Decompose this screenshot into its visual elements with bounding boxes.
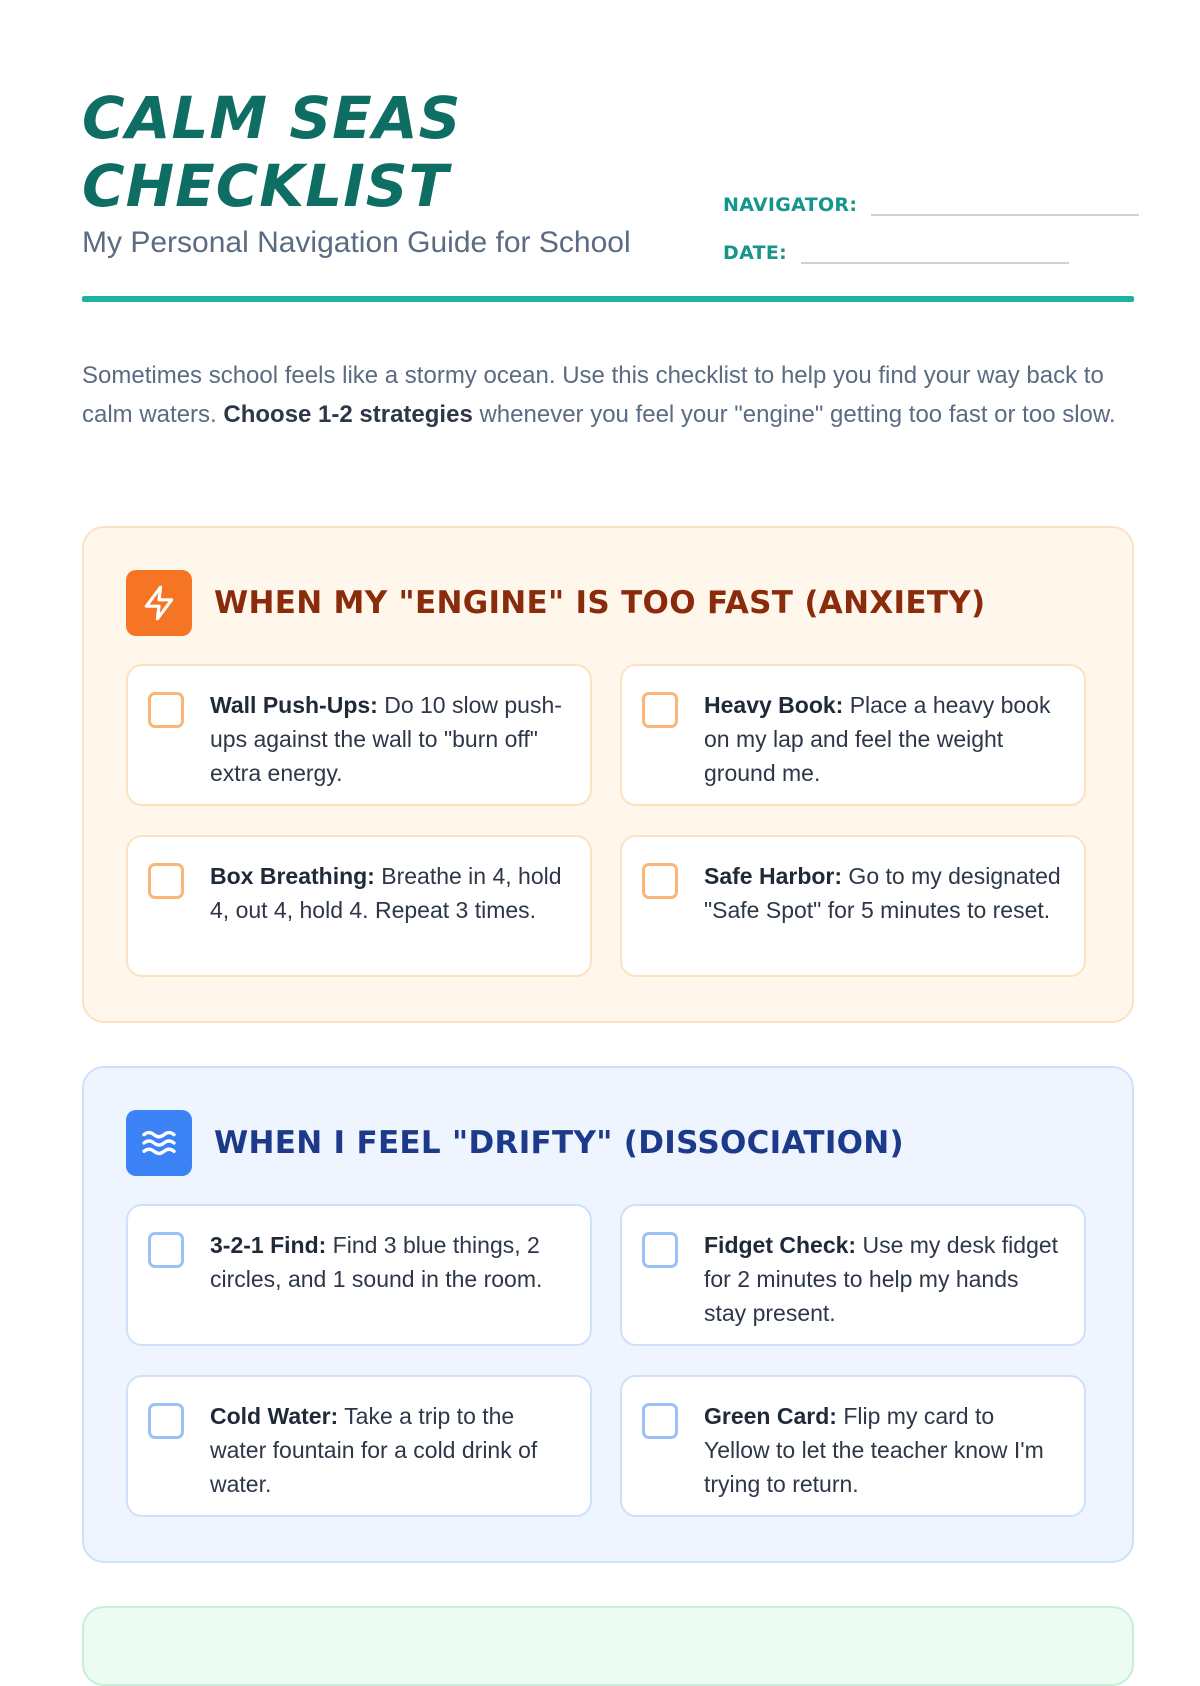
strategy-card[interactable] xyxy=(620,1204,1086,1346)
section-next-partial xyxy=(82,1606,1134,1686)
date-label: DATE: xyxy=(723,242,788,264)
strategy-card[interactable] xyxy=(620,1375,1086,1517)
strategy-text: Use my desk fidget for 2 minutes to help my hands stay present. xyxy=(704,1232,1059,1326)
strategy-name: Wall Push-Ups: xyxy=(210,692,378,718)
strategy-name: Safe Harbor: xyxy=(704,863,843,889)
intro-text-1: Sometimes school feels like a stormy ocean. Use this checklist to help you find your way back to calm waters. xyxy=(82,362,1104,428)
navigator-line[interactable] xyxy=(871,190,1139,216)
page-title: CALM SEAS CHECKLIST xyxy=(82,84,462,220)
checkbox[interactable] xyxy=(148,863,184,899)
strategy-text: Flip my card to Yellow to let the teacher know I'm trying to return. xyxy=(704,1403,1044,1497)
checkbox[interactable] xyxy=(642,863,678,899)
strategy-card[interactable] xyxy=(126,664,592,806)
waves-icon xyxy=(126,1110,192,1176)
strategy-text: Place a heavy book on my lap and feel the weight ground me. xyxy=(704,692,1051,786)
header-divider xyxy=(82,296,1134,302)
strategy-name: Heavy Book: xyxy=(704,692,844,718)
strategy-name: Green Card: xyxy=(704,1403,837,1429)
date-line[interactable] xyxy=(801,238,1069,264)
strategy-card[interactable] xyxy=(620,664,1086,806)
date-field xyxy=(723,238,1069,264)
navigator-label: NAVIGATOR: xyxy=(723,194,858,216)
strategy-name: Cold Water: xyxy=(210,1403,339,1429)
strategy-card[interactable] xyxy=(126,835,592,977)
checkbox[interactable] xyxy=(148,1403,184,1439)
checkbox[interactable] xyxy=(642,1232,678,1268)
lightning-icon xyxy=(126,570,192,636)
checkbox[interactable] xyxy=(642,1403,678,1439)
page-header xyxy=(82,0,1134,305)
section-title: WHEN I FEEL "DRIFTY" (DISSOCIATION) xyxy=(214,1125,905,1161)
section-too-fast xyxy=(82,526,1134,1023)
strategy-card[interactable] xyxy=(126,1204,592,1346)
strategy-card[interactable] xyxy=(620,835,1086,977)
section-header xyxy=(126,570,986,636)
strategy-text: Find 3 blue things, 2 circles, and 1 sound in the room. xyxy=(210,1232,543,1292)
intro-text-2: whenever you feel your "engine" getting too fast or too slow. xyxy=(472,401,1116,428)
strategy-name: 3-2-1 Find: xyxy=(210,1232,327,1258)
section-header xyxy=(126,1110,904,1176)
section-title: WHEN MY "ENGINE" IS TOO FAST (ANXIETY) xyxy=(214,585,986,621)
checkbox[interactable] xyxy=(148,1232,184,1268)
checkbox[interactable] xyxy=(642,692,678,728)
intro-paragraph xyxy=(82,356,1134,434)
strategy-text: Take a trip to the water fountain for a cold drink of water. xyxy=(210,1403,538,1497)
intro-emphasis: Choose 1-2 strategies xyxy=(223,401,473,428)
strategy-text: Go to my designated "Safe Spot" for 5 minutes to reset. xyxy=(704,863,1061,923)
strategy-card[interactable] xyxy=(126,1375,592,1517)
strategy-name: Box Breathing: xyxy=(210,863,375,889)
strategy-text: Do 10 slow push-ups against the wall to "burn off" extra energy. xyxy=(210,692,562,786)
page-subtitle: My Personal Navigation Guide for School xyxy=(82,226,631,259)
checkbox[interactable] xyxy=(148,692,184,728)
strategy-name: Fidget Check: xyxy=(704,1232,857,1258)
strategy-text: Breathe in 4, hold 4, out 4, hold 4. Repeat 3 times. xyxy=(210,863,562,923)
navigator-field xyxy=(723,190,1139,216)
section-drifty xyxy=(82,1066,1134,1563)
